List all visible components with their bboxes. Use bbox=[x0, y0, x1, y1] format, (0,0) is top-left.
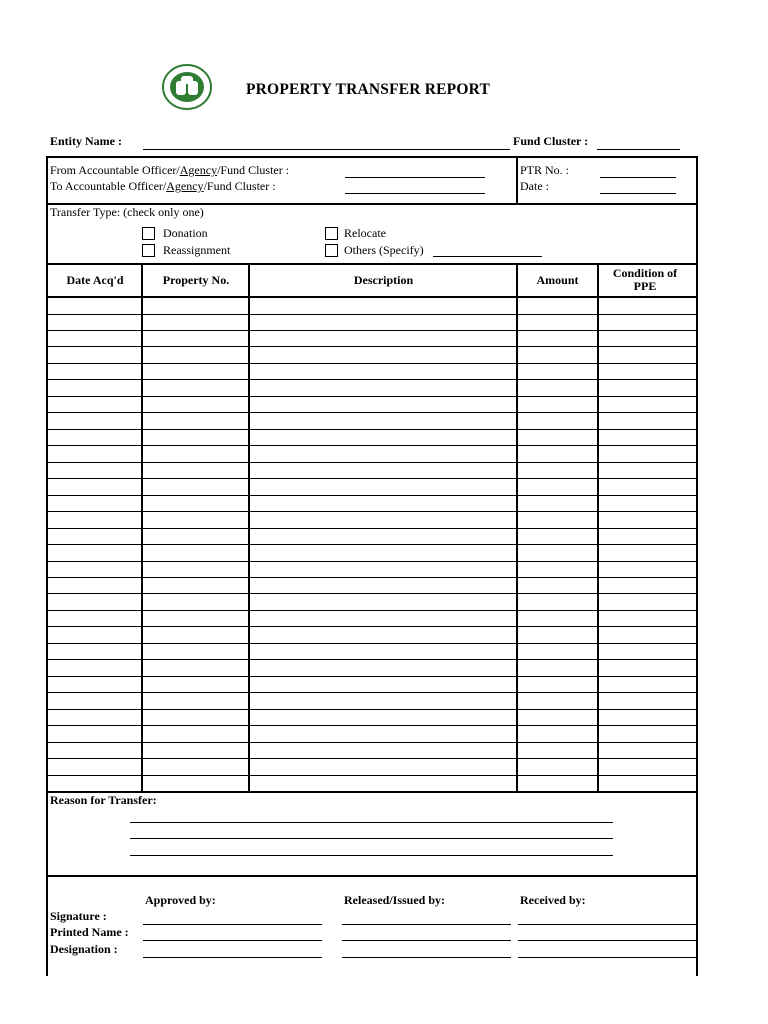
approved-designation-field[interactable] bbox=[143, 957, 322, 958]
released-signature-field[interactable] bbox=[342, 924, 511, 925]
donation-label: Donation bbox=[163, 226, 208, 240]
ptr-no-field[interactable] bbox=[600, 177, 676, 178]
table-row[interactable] bbox=[47, 577, 697, 578]
table-header-bottom bbox=[46, 296, 698, 298]
table-row[interactable] bbox=[47, 429, 697, 430]
fund-cluster-label: Fund Cluster : bbox=[513, 134, 589, 148]
table-row[interactable] bbox=[47, 462, 697, 463]
date-field[interactable] bbox=[600, 193, 676, 194]
table-row[interactable] bbox=[47, 659, 697, 660]
designation-label: Designation : bbox=[50, 942, 118, 956]
table-row[interactable] bbox=[47, 495, 697, 496]
reason-line[interactable] bbox=[130, 838, 613, 839]
table-row[interactable] bbox=[47, 561, 697, 562]
table-row[interactable] bbox=[47, 511, 697, 512]
col-header-property-no: Property No. bbox=[162, 273, 230, 287]
signature-label: Signature : bbox=[50, 909, 107, 923]
donation-checkbox[interactable] bbox=[142, 227, 155, 240]
table-row[interactable] bbox=[47, 758, 697, 759]
table-row[interactable] bbox=[47, 478, 697, 479]
received-designation-field[interactable] bbox=[518, 957, 696, 958]
col-header-date: Date Acq'd bbox=[66, 273, 124, 287]
table-row[interactable] bbox=[47, 363, 697, 364]
others-label: Others (Specify) bbox=[344, 243, 424, 257]
table-row[interactable] bbox=[47, 528, 697, 529]
table-row[interactable] bbox=[47, 725, 697, 726]
table-row[interactable] bbox=[47, 593, 697, 594]
divider bbox=[46, 263, 698, 265]
others-specify-field[interactable] bbox=[433, 256, 542, 257]
table-row[interactable] bbox=[47, 709, 697, 710]
others-checkbox[interactable] bbox=[325, 244, 338, 257]
table-row[interactable] bbox=[47, 314, 697, 315]
to-officer-field[interactable] bbox=[345, 193, 485, 194]
table-row[interactable] bbox=[47, 330, 697, 331]
table-row[interactable] bbox=[47, 626, 697, 627]
table-row[interactable] bbox=[47, 775, 697, 776]
reason-line[interactable] bbox=[130, 855, 613, 856]
printed-name-label: Printed Name : bbox=[50, 925, 129, 939]
table-row[interactable] bbox=[47, 610, 697, 611]
divider bbox=[46, 875, 698, 877]
table-row[interactable] bbox=[47, 544, 697, 545]
received-by-label: Received by: bbox=[520, 893, 586, 907]
entity-name-field[interactable] bbox=[143, 149, 510, 150]
reassignment-checkbox[interactable] bbox=[142, 244, 155, 257]
divider bbox=[516, 156, 518, 204]
from-officer-field[interactable] bbox=[345, 177, 485, 178]
to-officer-label: To Accountable Officer/Agency/Fund Cluster : bbox=[50, 179, 276, 193]
transfer-type-label: Transfer Type: (check only one) bbox=[50, 205, 204, 219]
approved-name-field[interactable] bbox=[143, 940, 322, 941]
page-title: PROPERTY TRANSFER REPORT bbox=[246, 81, 490, 98]
table-row[interactable] bbox=[47, 412, 697, 413]
received-name-field[interactable] bbox=[518, 940, 696, 941]
table-row[interactable] bbox=[47, 676, 697, 677]
released-designation-field[interactable] bbox=[342, 957, 511, 958]
table-row[interactable] bbox=[47, 396, 697, 397]
released-name-field[interactable] bbox=[342, 940, 511, 941]
col-header-amount: Amount bbox=[536, 273, 579, 287]
relocate-checkbox[interactable] bbox=[325, 227, 338, 240]
relocate-label: Relocate bbox=[344, 226, 386, 240]
agency-seal-icon bbox=[161, 63, 213, 111]
received-signature-field[interactable] bbox=[518, 924, 696, 925]
from-officer-label: From Accountable Officer/Agency/Fund Cluster : bbox=[50, 163, 290, 177]
table-row[interactable] bbox=[47, 346, 697, 347]
reason-line[interactable] bbox=[130, 822, 613, 823]
col-header-condition: Condition of PPE bbox=[612, 266, 678, 293]
col-header-description: Description bbox=[353, 273, 414, 287]
reassignment-label: Reassignment bbox=[163, 243, 231, 257]
entity-name-label: Entity Name : bbox=[50, 134, 122, 148]
table-row[interactable] bbox=[47, 379, 697, 380]
date-label: Date : bbox=[520, 179, 549, 193]
table-row[interactable] bbox=[47, 445, 697, 446]
table-row[interactable] bbox=[47, 643, 697, 644]
approved-signature-field[interactable] bbox=[143, 924, 322, 925]
ptr-no-label: PTR No. : bbox=[520, 163, 570, 177]
approved-by-label: Approved by: bbox=[145, 893, 216, 907]
released-by-label: Released/Issued by: bbox=[344, 893, 446, 907]
table-row[interactable] bbox=[47, 742, 697, 743]
fund-cluster-field[interactable] bbox=[597, 149, 680, 150]
reason-label: Reason for Transfer: bbox=[50, 793, 157, 807]
table-row[interactable] bbox=[47, 692, 697, 693]
